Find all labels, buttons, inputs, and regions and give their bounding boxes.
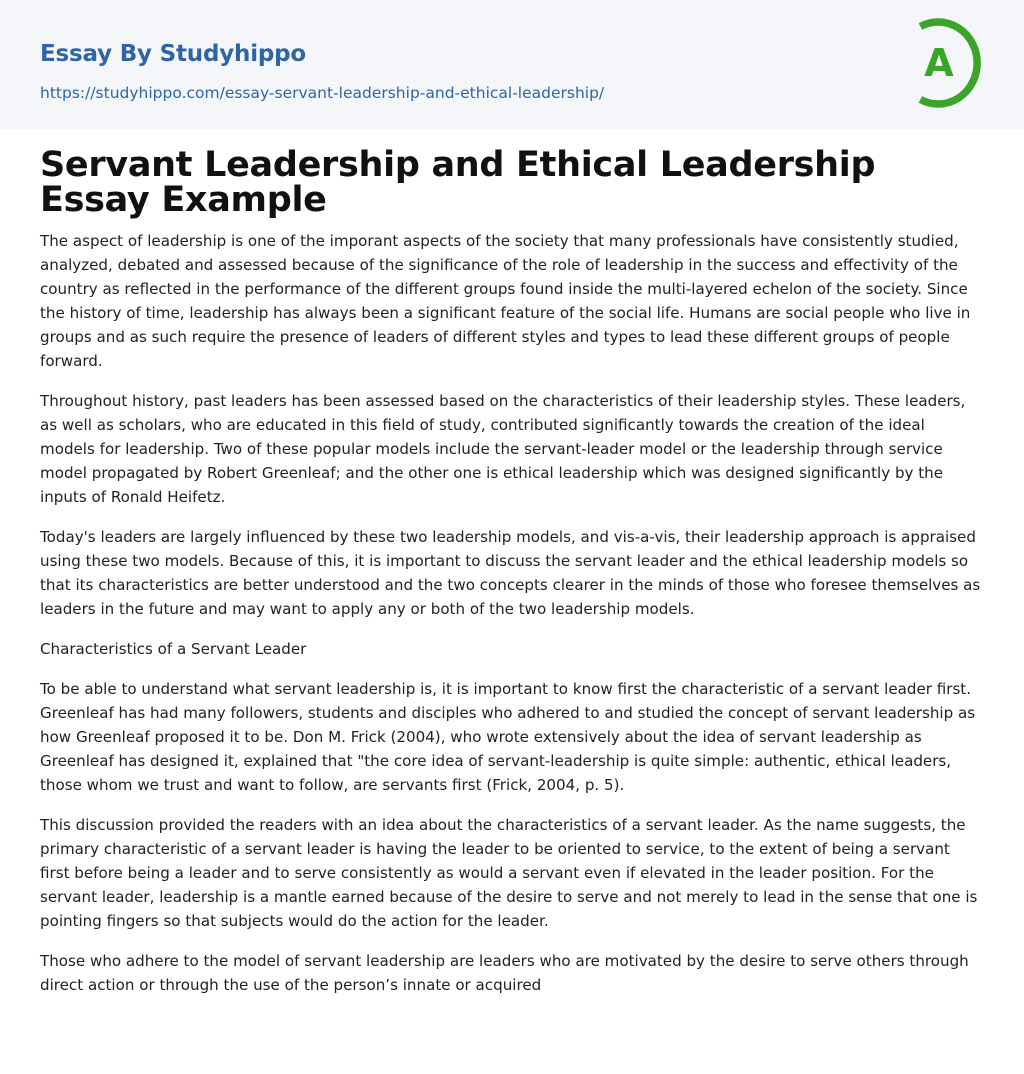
essay-title: Servant Leadership and Ethical Leadership Essay Example — [40, 145, 876, 220]
logo-letter: A — [924, 41, 954, 85]
essay-paragraph: Today's leaders are largely influenced by these two leadership models, and vis-a-vis, their leadership approach is appraised using these two models. Because of this, it is important to discuss the servant leader and the ethical leadership models so that its characteristics are better understood and the two concepts clearer in the minds of those who foresee themselves as leaders in the future and may want to apply any or both of the two leadership models. — [40, 528, 981, 618]
site-title[interactable]: Essay By Studyhippo — [40, 41, 307, 67]
section-heading: Characteristics of a Servant Leader — [40, 640, 307, 658]
essay-paragraph: Throughout history, past leaders has been assessed based on the characteristics of their leadership styles. These leaders, as well as scholars, who are educated in this field of study, contributed significantly towards the creation of the ideal models for leadership. Two of these popular models include the servant-leader model or the leadership through service model propagated by Robert Greenleaf; and the other one is ethical leadership which was designed significantly by the inputs of Ronald Heifetz. — [40, 392, 966, 506]
essay-paragraph: The aspect of leadership is one of the imporant aspects of the society that many professionals have consistently studied, analyzed, debated and assessed because of the significance of the role of leadership in the success and effectivity of the country as reflected in the performance of the different groups found inside the multi-layered echelon of the society. Since the history of time, leadership has always been a significant feature of the social life. Humans are social people who live in groups and as such require the presence of leaders of different styles and types to lead these different groups of people forward. — [40, 232, 971, 370]
essay-url-link[interactable]: https://studyhippo.com/essay-servant-leadership-and-ethical-leadership/ — [40, 84, 605, 102]
site-header — [0, 0, 1024, 129]
essay-paragraph: To be able to understand what servant leadership is, it is important to know first the characteristic of a servant leader first. Greenleaf has had many followers, students and disciples who adhered to and studied the concept of servant leadership as how Greenleaf proposed it to be. Don M. Frick (2004), who wrote extensively about the idea of servant leadership as Greenleaf has designed it, explained that "the core idea of servant-leadership is quite simple: authentic, ethical leaders, those whom we trust and want to follow, are servants first (Frick, 2004, p. 5). — [40, 680, 976, 794]
essay-paragraph: Those who adhere to the model of servant leadership are leaders who are motivated by the desire to serve others through direct action or through the use of the person’s innate or acquired — [40, 952, 969, 994]
essay-paragraph: This discussion provided the readers with an idea about the characteristics of a servant leader. As the name suggests, the primary characteristic of a servant leader is having the leader to be oriented to service, to the extent of being a servant first before being a leader and to serve consistently as would a servant even if elevated in the leader position. For the servant leader, leadership is a mantle earned because of the desire to serve and not merely to lead in the sense that one is pointing fingers so that subjects would do the action for the leader. — [40, 816, 978, 930]
studyhippo-logo-icon[interactable] — [905, 18, 989, 108]
essay-content — [0, 145, 1024, 997]
essay-body — [40, 229, 984, 997]
